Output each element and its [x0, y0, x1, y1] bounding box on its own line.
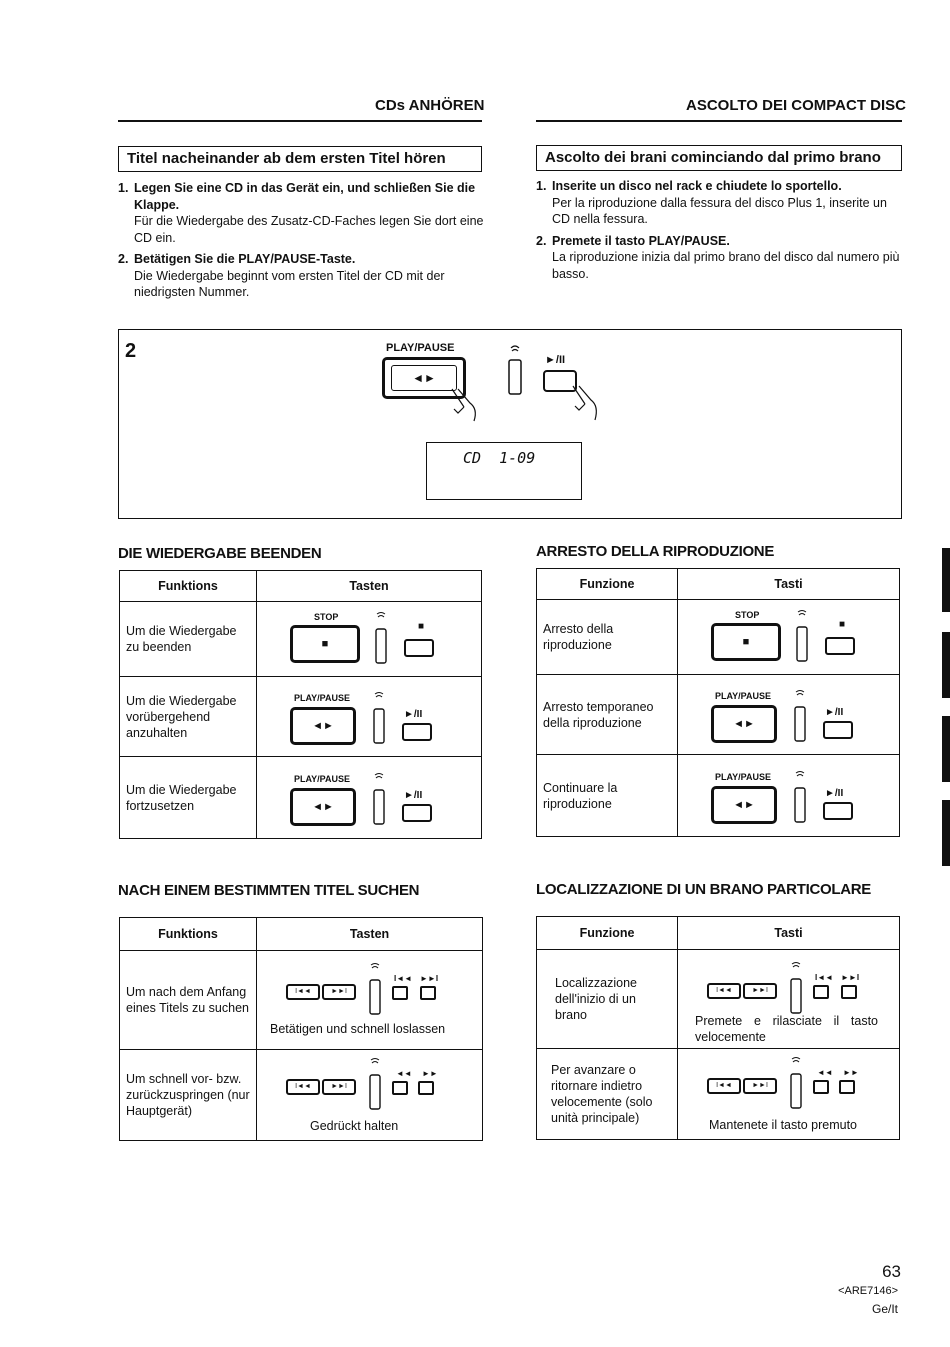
play-pause-button[interactable]: ◄►: [290, 707, 356, 745]
remote-rewind-label: ◄◄: [396, 1069, 412, 1078]
key-caption: Mantenete il tasto premuto: [709, 1118, 857, 1132]
remote-stop-label: ■: [418, 621, 425, 632]
step-detail: Für die Wiedergabe des Zusatz-CD-Faches legen Sie dort eine CD ein.: [134, 214, 484, 245]
remote-play-pause-button[interactable]: [823, 802, 853, 820]
play-pause-label: PLAY/PAUSE: [294, 773, 351, 784]
remote-control-icon: [368, 962, 382, 1021]
skip-forward-button[interactable]: ►►I: [743, 983, 777, 999]
play-pause-label: PLAY/PAUSE: [294, 692, 351, 703]
remote-skip-forward-label: ►►I: [420, 974, 439, 983]
step-number: 1.: [118, 181, 129, 195]
skip-back-button[interactable]: I◄◄: [707, 983, 741, 999]
remote-forward-button[interactable]: [418, 1081, 434, 1095]
it-search-title: LOCALIZZAZIONE DI UN BRANO PARTICOLARE: [536, 881, 871, 898]
remote-rewind-button[interactable]: [392, 1081, 408, 1095]
function-label: Arresto temporaneo della riproduzione: [537, 675, 678, 755]
header-left-title: CDs ANHÖREN: [375, 97, 485, 114]
function-label: Um die Wiedergabe fortzusetzen: [120, 757, 257, 839]
column-header: Tasti: [678, 569, 900, 600]
remote-control-icon: [789, 1056, 803, 1115]
column-header: Funktions: [120, 918, 257, 951]
skip-forward-button[interactable]: ►►I: [743, 1078, 777, 1094]
header-rule-left: [118, 120, 482, 122]
remote-rewind-button[interactable]: [813, 1080, 829, 1094]
pointing-hand-icon: [444, 385, 484, 425]
step-number: 1.: [536, 179, 547, 193]
column-header: Tasti: [678, 917, 900, 950]
remote-forward-button[interactable]: [839, 1080, 855, 1094]
stop-button[interactable]: ■: [290, 625, 360, 663]
play-pause-button[interactable]: ◄►: [290, 788, 356, 826]
column-header: Funzione: [537, 917, 678, 950]
de-section-title: Titel nacheinander ab dem ersten Titel hören: [118, 146, 482, 172]
it-stop-table: [536, 568, 900, 837]
de-steps: [118, 180, 484, 306]
function-label: Continuare la riproduzione: [537, 755, 678, 837]
stop-label: STOP: [314, 612, 339, 622]
de-search-title: NACH EINEM BESTIMMTEN TITEL SUCHEN: [118, 882, 420, 899]
step-detail: La riproduzione inizia dal primo brano del disco dal numero più basso.: [552, 250, 900, 281]
it-stop-title: ARRESTO DELLA RIPRODUZIONE: [536, 543, 775, 560]
skip-back-button[interactable]: I◄◄: [286, 1079, 320, 1095]
header-right-title: ASCOLTO DEI COMPACT DISC: [686, 97, 907, 114]
step-instruction: Legen Sie eine CD in das Gerät ein, und schließen Sie die Klappe.: [134, 181, 476, 212]
de-stop-title: DIE WIEDERGABE BEENDEN: [118, 545, 322, 562]
key-caption: Gedrückt halten: [310, 1119, 399, 1133]
figure-step-number: 2: [125, 340, 137, 362]
de-stop-table: [119, 570, 482, 839]
column-header: Tasten: [257, 571, 482, 602]
remote-control-icon: [505, 344, 525, 398]
column-header: Tasten: [257, 918, 483, 951]
function-label: Localizzazione dell'inizio di un brano: [537, 950, 678, 1049]
table-row: [537, 675, 900, 755]
remote-play-pause-label: ►/II: [825, 787, 844, 799]
remote-stop-button[interactable]: [404, 639, 434, 657]
remote-skip-back-button[interactable]: [813, 985, 829, 999]
display-panel: [426, 442, 582, 500]
step-number: 2.: [118, 252, 129, 266]
play-pause-label: PLAY/PAUSE: [715, 771, 772, 782]
play-pause-label: PLAY/PAUSE: [386, 342, 455, 354]
step-2-figure: [118, 329, 902, 519]
skip-forward-button[interactable]: ►►I: [322, 984, 356, 1000]
skip-back-button[interactable]: I◄◄: [286, 984, 320, 1000]
function-label: Per avanzare o ritornare indietro velocemente (solo unità principale): [537, 1049, 678, 1140]
de-search-table: [119, 917, 483, 1141]
remote-play-pause-button[interactable]: [402, 804, 432, 822]
remote-skip-back-label: I◄◄: [815, 973, 834, 982]
table-row: [120, 1050, 483, 1141]
remote-skip-back-button[interactable]: [392, 986, 408, 1000]
table-row: [537, 600, 900, 675]
skip-back-button[interactable]: I◄◄: [707, 1078, 741, 1094]
play-pause-label: PLAY/PAUSE: [715, 690, 772, 701]
display-readout: CD 1-09: [463, 449, 536, 467]
table-row: [537, 1049, 900, 1140]
step-detail: Per la riproduzione dalla fessura del disco Plus 1, inserite un CD nella fessura.: [552, 195, 887, 226]
remote-play-pause-label: ►/II: [404, 708, 423, 720]
thumb-index-mark: [942, 548, 950, 612]
it-step-2: [536, 233, 902, 283]
language-code: Ge/It: [871, 1302, 898, 1316]
remote-skip-forward-button[interactable]: [841, 985, 857, 999]
remote-play-pause-button[interactable]: [823, 721, 853, 739]
step-instruction: Inserite un disco nel rack e chiudete lo sportello.: [552, 179, 842, 193]
play-pause-glyph: ◄►: [391, 365, 457, 391]
remote-play-pause-label: ►/II: [825, 706, 844, 718]
step-instruction: Premete il tasto PLAY/PAUSE.: [552, 233, 730, 248]
function-label: Um schnell vor- bzw. zurückzuspringen (nur Hauptgerät): [120, 1050, 257, 1141]
stop-button[interactable]: ■: [711, 623, 781, 661]
remote-stop-button[interactable]: [825, 637, 855, 655]
remote-control-icon: [372, 772, 386, 831]
remote-skip-forward-label: ►►I: [841, 973, 860, 982]
function-label: Um nach dem Anfang eines Titels zu suchen: [120, 951, 257, 1050]
it-section-title: Ascolto dei brani cominciando dal primo brano: [536, 145, 902, 171]
remote-control-icon: [372, 691, 386, 750]
thumb-index-mark: [942, 800, 950, 866]
remote-skip-back-label: I◄◄: [394, 974, 413, 983]
skip-forward-button[interactable]: ►►I: [322, 1079, 356, 1095]
table-row: [120, 757, 482, 839]
remote-forward-label: ►►: [422, 1069, 438, 1078]
thumb-index-mark: [942, 716, 950, 782]
remote-control-icon: [793, 689, 807, 748]
key-caption: Betätigen und schnell loslassen: [270, 1022, 446, 1036]
remote-control-icon: [793, 770, 807, 829]
play-pause-button[interactable]: ◄►: [711, 705, 777, 743]
function-label: Um die Wiedergabe vorübergehend anzuhalten: [120, 677, 257, 757]
table-row: [120, 602, 482, 677]
remote-play-pause-button[interactable]: [402, 723, 432, 741]
remote-play-pause-label: ►/II: [545, 354, 566, 366]
step-detail: Die Wiedergabe beginnt vom ersten Titel der CD mit der niedrigsten Nummer.: [134, 268, 445, 299]
table-row: [120, 677, 482, 757]
remote-play-pause-label: ►/II: [404, 789, 423, 801]
play-pause-button[interactable]: ◄►: [711, 786, 777, 824]
remote-control-icon: [374, 611, 386, 667]
it-step-1: [536, 178, 902, 228]
key-caption: Premete e rilasciate il tasto velocemente: [695, 1014, 878, 1044]
table-row: [537, 755, 900, 837]
it-steps: [536, 178, 902, 287]
remote-control-icon: [789, 961, 803, 1020]
stop-label: STOP: [735, 610, 760, 620]
remote-control-icon: [368, 1057, 382, 1116]
remote-stop-label: ■: [839, 619, 846, 630]
column-header: Funktions: [120, 571, 257, 602]
document-code: <ARE7146>: [838, 1285, 898, 1297]
de-step-2: [118, 251, 484, 301]
de-step-1: [118, 180, 484, 246]
column-header: Funzione: [537, 569, 678, 600]
pointing-hand-icon: [565, 382, 605, 424]
table-row: [537, 950, 900, 1049]
page-number: 63: [882, 1262, 901, 1281]
thumb-index-mark: [942, 632, 950, 698]
function-label: Um die Wiedergabe zu beenden: [120, 602, 257, 677]
header-rule-right: [536, 120, 902, 122]
remote-forward-label: ►►: [843, 1068, 859, 1077]
step-instruction: Betätigen Sie die PLAY/PAUSE-Taste.: [134, 252, 356, 266]
it-search-table: [536, 916, 900, 1140]
remote-control-icon: [795, 609, 809, 668]
remote-skip-forward-button[interactable]: [420, 986, 436, 1000]
step-number: 2.: [536, 233, 547, 248]
table-row: [120, 951, 483, 1050]
remote-rewind-label: ◄◄: [817, 1068, 833, 1077]
function-label: Arresto della riproduzione: [537, 600, 678, 675]
